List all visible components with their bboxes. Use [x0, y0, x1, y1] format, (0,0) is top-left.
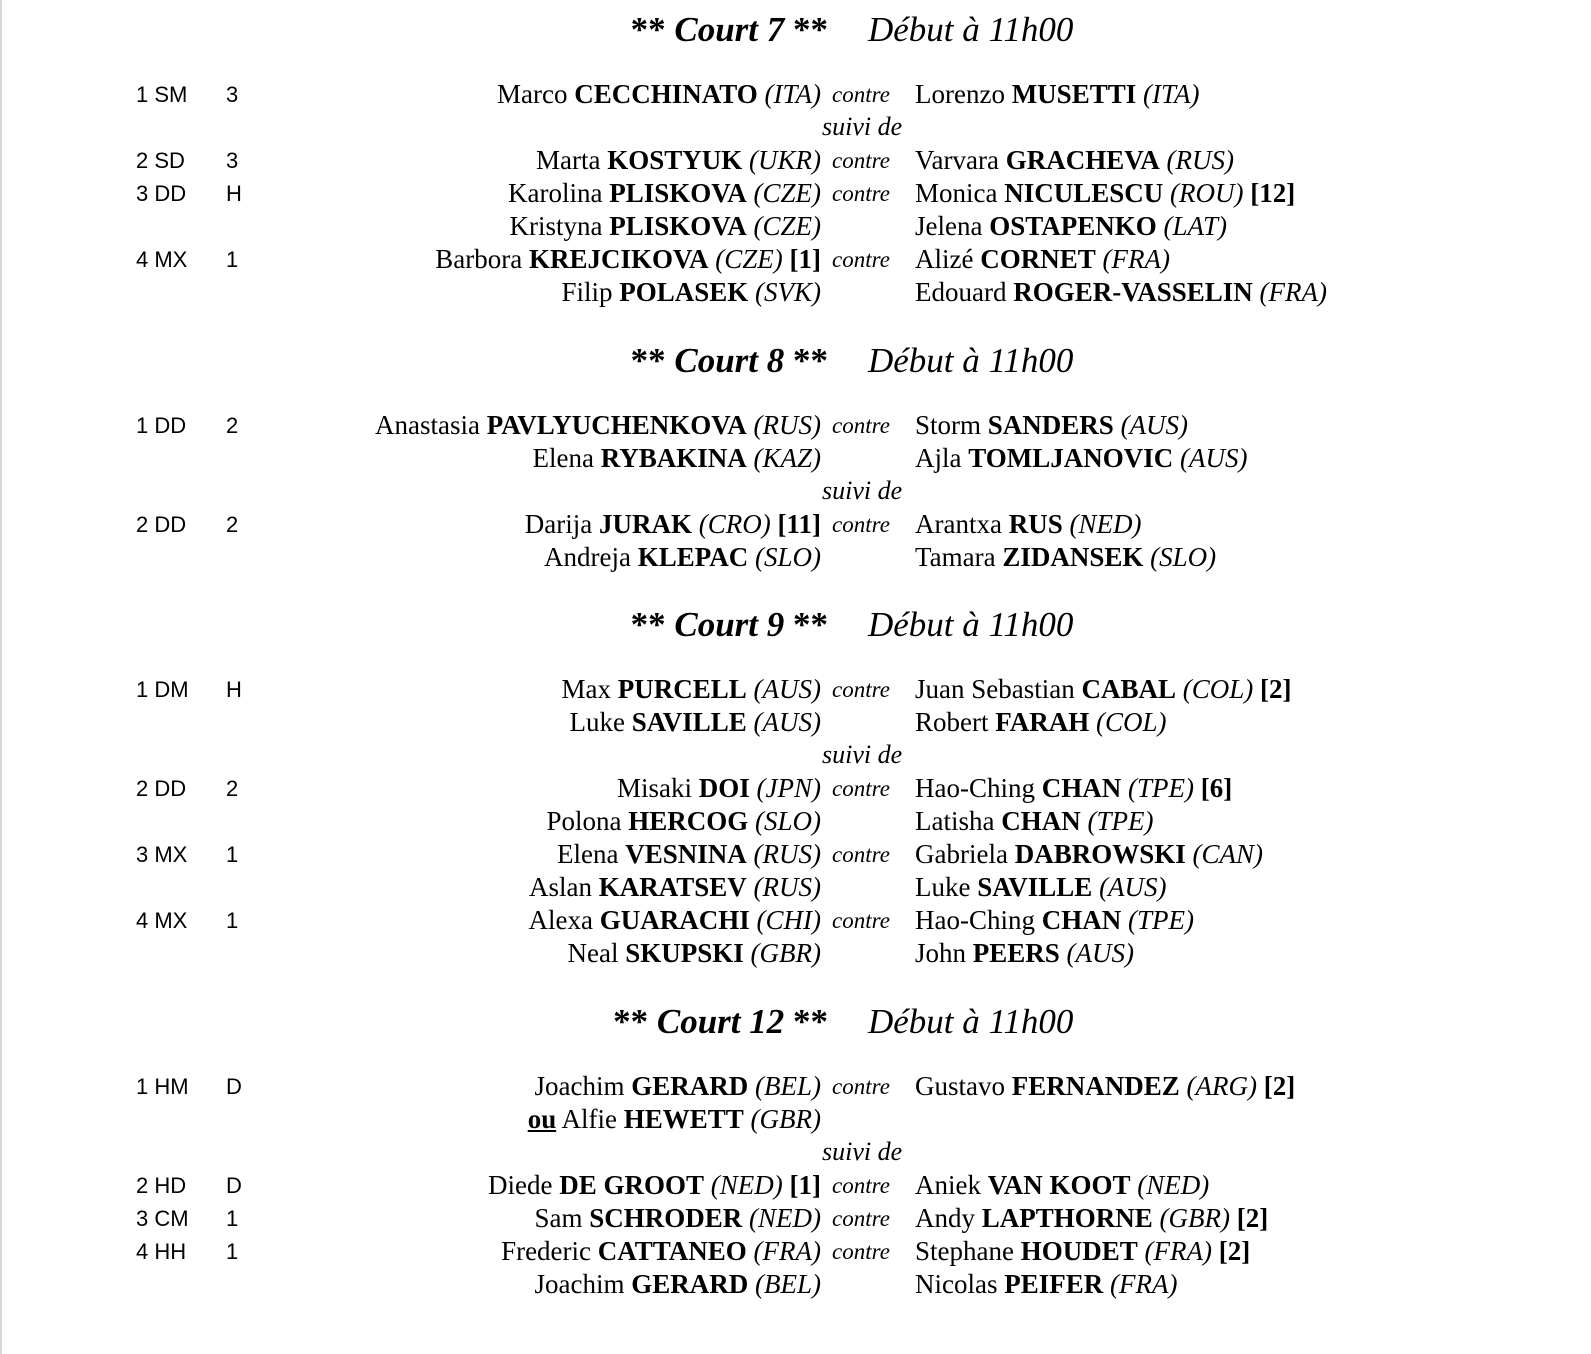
left-surname: PURCELL — [617, 674, 747, 704]
match-format: 2 — [226, 413, 239, 438]
match-row — [0, 79, 1591, 112]
start-time: Début à 11h00 — [868, 605, 1074, 644]
match-row — [0, 244, 1591, 277]
match-row — [0, 674, 1591, 707]
player-left — [529, 872, 821, 903]
start-time: Début à 11h00 — [868, 1002, 1074, 1041]
player-right — [915, 542, 1216, 573]
match-order: 2 HD — [136, 1173, 187, 1198]
court-name: Court 8 — [674, 341, 785, 380]
versus-label: contre — [832, 247, 890, 272]
right-seed: [2] — [1263, 1071, 1296, 1101]
right-first-name: Juan Sebastian — [915, 674, 1075, 704]
player-right — [915, 145, 1234, 176]
left-country: (NED) — [749, 1203, 821, 1233]
right-country: (SLO) — [1150, 542, 1217, 572]
player-left — [501, 1236, 821, 1267]
left-surname: KREJCIKOVA — [528, 244, 709, 274]
left-country: (SLO) — [755, 806, 821, 836]
match-row — [0, 178, 1591, 211]
left-first-name: Anastasia — [374, 410, 480, 440]
court-header — [0, 10, 1591, 54]
left-first-name: Joachim — [534, 1071, 625, 1101]
right-seed: [2] — [1218, 1236, 1251, 1266]
left-surname: GERARD — [631, 1071, 749, 1101]
followed-by — [0, 740, 1591, 773]
match-order: 1 DM — [136, 677, 189, 702]
right-first-name: Nicolas — [915, 1269, 998, 1299]
right-surname: LAPTHORNE — [981, 1203, 1153, 1233]
court-header — [0, 605, 1591, 649]
right-first-name: Ajla — [915, 443, 962, 473]
right-first-name: Latisha — [915, 806, 995, 836]
left-first-name: Alfie — [561, 1104, 617, 1134]
match-row — [0, 1203, 1591, 1236]
right-country: (LAT) — [1163, 211, 1228, 241]
right-country: (COL) — [1096, 707, 1167, 737]
match-row — [0, 211, 1591, 244]
versus-label: contre — [832, 776, 890, 801]
player-left — [569, 707, 821, 738]
match-format: D — [226, 1074, 242, 1099]
left-country: (AUS) — [753, 674, 821, 704]
right-seed: [6] — [1200, 773, 1233, 803]
match-row — [0, 938, 1591, 971]
left-first-name: Diede — [488, 1170, 553, 1200]
left-seed: [1] — [789, 244, 821, 274]
followed-by-text: suivi de — [822, 476, 903, 505]
stars-right: ** — [793, 10, 828, 49]
left-surname: POLASEK — [619, 277, 749, 307]
court-header — [0, 1002, 1591, 1046]
match-format: 1 — [226, 908, 239, 933]
player-right — [915, 707, 1167, 738]
start-time: Début à 11h00 — [868, 10, 1074, 49]
left-first-name: Barbora — [435, 244, 523, 274]
right-country: (COL) — [1182, 674, 1254, 704]
match-row — [0, 542, 1591, 575]
left-surname: PLISKOVA — [609, 178, 747, 208]
right-first-name: Robert — [915, 707, 989, 737]
left-country: (ITA) — [764, 79, 821, 109]
right-country: (FRA) — [1259, 277, 1328, 307]
match-row — [0, 443, 1591, 476]
match-row — [0, 1269, 1591, 1302]
right-country: (AUS) — [1120, 410, 1189, 440]
player-left — [546, 806, 821, 837]
match-row — [0, 872, 1591, 905]
match-order: 3 MX — [136, 842, 188, 867]
left-country: (KAZ) — [753, 443, 821, 473]
match-format: H — [226, 181, 242, 206]
right-country: (NED) — [1069, 509, 1142, 539]
left-surname: KLEPAC — [637, 542, 749, 572]
left-surname: GERARD — [631, 1269, 749, 1299]
left-country: (CZE) — [715, 244, 783, 274]
left-first-name: Marta — [536, 145, 601, 175]
left-country: (BEL) — [755, 1269, 821, 1299]
followed-by-text: suivi de — [822, 740, 903, 769]
player-right — [915, 1269, 1177, 1300]
player-right — [915, 1236, 1250, 1267]
left-surname: HEWETT — [623, 1104, 744, 1134]
left-first-name: Max — [561, 674, 611, 704]
right-surname: NICULESCU — [1004, 178, 1164, 208]
right-surname: FARAH — [995, 707, 1090, 737]
left-surname: SAVILLE — [631, 707, 747, 737]
followed-by — [0, 476, 1591, 509]
player-right — [915, 443, 1248, 474]
player-right — [915, 1203, 1268, 1234]
left-surname: RYBAKINA — [600, 443, 747, 473]
versus-label: contre — [832, 1173, 890, 1198]
right-surname: HOUDET — [1020, 1236, 1138, 1266]
right-country: (RUS) — [1166, 145, 1234, 175]
versus-label: contre — [832, 148, 890, 173]
player-left — [497, 79, 821, 110]
left-surname: SKUPSKI — [625, 938, 744, 968]
right-country: (ITA) — [1143, 79, 1200, 109]
left-surname: KOSTYUK — [607, 145, 743, 175]
left-first-name: Darija — [524, 509, 593, 539]
right-surname: CHAN — [1041, 773, 1122, 803]
player-left — [488, 1170, 821, 1201]
player-right — [915, 872, 1167, 903]
player-right — [915, 244, 1170, 275]
player-right — [915, 509, 1141, 540]
versus-label: contre — [832, 1239, 890, 1264]
versus-label: contre — [832, 1206, 890, 1231]
match-format: 1 — [226, 1239, 239, 1264]
left-first-name: Elena — [532, 443, 594, 473]
player-left — [529, 905, 821, 936]
right-surname: CHAN — [1001, 806, 1081, 836]
match-row — [0, 1236, 1591, 1269]
left-country: (CHI) — [756, 905, 821, 935]
left-first-name: Karolina — [507, 178, 603, 208]
player-right — [915, 178, 1295, 209]
followed-by-text: suivi de — [822, 112, 903, 141]
left-country: (RUS) — [753, 410, 821, 440]
left-country: (SLO) — [755, 542, 821, 572]
court-header — [0, 341, 1591, 385]
left-country: (UKR) — [749, 145, 821, 175]
match-row — [0, 410, 1591, 443]
player-right — [915, 773, 1232, 804]
left-surname: PLISKOVA — [609, 211, 747, 241]
left-surname: CECCHINATO — [574, 79, 758, 109]
left-first-name: Alexa — [528, 905, 593, 935]
left-surname: JURAK — [599, 509, 693, 539]
match-order: 3 CM — [136, 1206, 189, 1231]
match-row — [0, 773, 1591, 806]
right-surname: CABAL — [1081, 674, 1176, 704]
left-country: (CRO) — [698, 509, 771, 539]
court-name: Court 12 — [656, 1002, 785, 1041]
match-row — [0, 1104, 1591, 1137]
player-left — [617, 773, 821, 804]
right-first-name: Gustavo — [915, 1071, 1005, 1101]
versus-label: contre — [832, 1074, 890, 1099]
player-left — [544, 542, 821, 573]
left-first-name: Neal — [567, 938, 619, 968]
match-row — [0, 277, 1591, 310]
match-format: 3 — [226, 148, 239, 173]
left-surname: SCHRODER — [589, 1203, 743, 1233]
left-surname: CATTANEO — [597, 1236, 747, 1266]
left-surname: KARATSEV — [598, 872, 747, 902]
player-left — [525, 509, 821, 540]
player-left — [509, 211, 821, 242]
right-country: (FRA) — [1144, 1236, 1212, 1266]
match-format: 1 — [226, 247, 239, 272]
versus-label: contre — [832, 842, 890, 867]
left-country: (BEL) — [755, 1071, 821, 1101]
left-country: (JPN) — [756, 773, 821, 803]
match-format: 2 — [226, 512, 239, 537]
right-country: (AUS) — [1180, 443, 1248, 473]
player-left — [535, 1269, 821, 1300]
court-name: Court 9 — [674, 605, 785, 644]
right-seed: [12] — [1250, 178, 1296, 208]
right-first-name: Monica — [915, 178, 998, 208]
right-first-name: Gabriela — [915, 839, 1008, 869]
right-first-name: Luke — [915, 872, 971, 902]
versus-label: contre — [832, 908, 890, 933]
right-surname: SANDERS — [987, 410, 1114, 440]
right-country: (GBR) — [1159, 1203, 1230, 1233]
match-order: 4 MX — [136, 908, 188, 933]
stars-right: ** — [793, 341, 828, 380]
versus-label: contre — [832, 677, 890, 702]
match-order: 1 HM — [136, 1074, 189, 1099]
right-country: (FRA) — [1110, 1269, 1178, 1299]
player-left — [561, 277, 821, 308]
player-left — [375, 410, 821, 441]
left-seed: [11] — [777, 509, 821, 539]
match-format: 1 — [226, 842, 239, 867]
match-order: 3 DD — [136, 181, 187, 206]
court-title — [631, 605, 828, 645]
right-first-name: Alizé — [915, 244, 974, 274]
match-format: 3 — [226, 82, 239, 107]
left-first-name: Misaki — [617, 773, 693, 803]
left-first-name: Filip — [561, 277, 613, 307]
match-format: D — [226, 1173, 242, 1198]
right-surname: VAN KOOT — [987, 1170, 1131, 1200]
left-first-name: Aslan — [528, 872, 592, 902]
player-left — [508, 178, 821, 209]
right-first-name: Tamara — [915, 542, 996, 572]
or-label: ou — [527, 1104, 557, 1134]
player-right — [915, 79, 1199, 110]
right-first-name: Storm — [915, 410, 982, 440]
right-surname: MUSETTI — [1011, 79, 1137, 109]
right-surname: DABROWSKI — [1014, 839, 1186, 869]
left-country: (AUS) — [753, 707, 821, 737]
right-first-name: Hao-Ching — [915, 773, 1035, 803]
player-right — [915, 938, 1134, 969]
left-surname: DE GROOT — [559, 1170, 705, 1200]
left-first-name: Polona — [546, 806, 622, 836]
match-order: 1 SM — [136, 82, 188, 107]
match-order: 2 DD — [136, 776, 187, 801]
player-right — [915, 806, 1153, 837]
match-format: H — [226, 677, 242, 702]
player-left — [562, 674, 822, 705]
right-surname: CHAN — [1041, 905, 1122, 935]
followed-by — [0, 1137, 1591, 1170]
stars-right: ** — [793, 1002, 828, 1041]
right-country: (CAN) — [1192, 839, 1263, 869]
match-order: 2 SD — [136, 148, 185, 173]
left-country: (NED) — [710, 1170, 783, 1200]
left-first-name: Marco — [497, 79, 568, 109]
right-surname: ROGER-VASSELIN — [1013, 277, 1253, 307]
right-first-name: Varvara — [915, 145, 999, 175]
versus-label: contre — [832, 512, 890, 537]
right-surname: TOMLJANOVIC — [968, 443, 1174, 473]
right-country: (AUS) — [1066, 938, 1135, 968]
left-country: (FRA) — [753, 1236, 821, 1266]
right-country: (TPE) — [1127, 773, 1194, 803]
right-country: (FRA) — [1102, 244, 1170, 274]
right-surname: OSTAPENKO — [989, 211, 1157, 241]
right-surname: PEIFER — [1004, 1269, 1104, 1299]
left-first-name: Elena — [557, 839, 619, 869]
player-left — [532, 443, 821, 474]
left-surname: HERCOG — [628, 806, 749, 836]
left-country: (CZE) — [753, 211, 821, 241]
player-right — [915, 905, 1194, 936]
left-country: (GBR) — [750, 938, 821, 968]
start-time: Début à 11h00 — [868, 341, 1074, 380]
left-surname: PAVLYUCHENKOVA — [486, 410, 747, 440]
player-right — [915, 1170, 1209, 1201]
player-right — [915, 410, 1188, 441]
stars-right: ** — [793, 605, 828, 644]
match-order: 1 DD — [136, 413, 187, 438]
player-right — [915, 211, 1227, 242]
player-left — [535, 1071, 821, 1102]
versus-label: contre — [832, 181, 890, 206]
match-order: 4 HH — [136, 1239, 187, 1264]
player-left — [557, 839, 821, 870]
right-country: (AUS) — [1099, 872, 1167, 902]
player-left — [568, 938, 821, 969]
right-first-name: Andy — [915, 1203, 975, 1233]
left-first-name: Frederic — [501, 1236, 592, 1266]
right-seed: [2] — [1260, 674, 1292, 704]
left-country: (CZE) — [753, 178, 821, 208]
right-country: (TPE) — [1087, 806, 1154, 836]
court-title — [631, 341, 828, 381]
match-order: 2 DD — [136, 512, 187, 537]
right-first-name: Jelena — [915, 211, 983, 241]
left-country: (GBR) — [750, 1104, 821, 1134]
court-name: Court 7 — [674, 10, 785, 49]
left-first-name: Kristyna — [509, 211, 603, 241]
right-first-name: Aniek — [915, 1170, 981, 1200]
followed-by — [0, 112, 1591, 145]
right-seed: [2] — [1236, 1203, 1269, 1233]
left-surname: DOI — [698, 773, 750, 803]
match-row — [0, 707, 1591, 740]
player-left — [536, 145, 821, 176]
right-country: (ROU) — [1170, 178, 1244, 208]
stars-left: ** — [630, 605, 666, 644]
right-surname: SAVILLE — [977, 872, 1093, 902]
left-surname: VESNINA — [625, 839, 747, 869]
right-first-name: Arantxa — [915, 509, 1002, 539]
left-seed: [1] — [789, 1170, 821, 1200]
right-first-name: Hao-Ching — [915, 905, 1035, 935]
right-first-name: Edouard — [915, 277, 1007, 307]
player-right — [915, 277, 1327, 308]
left-first-name: Andreja — [544, 542, 631, 572]
match-row — [0, 806, 1591, 839]
match-row — [0, 509, 1591, 542]
left-first-name: Sam — [534, 1203, 583, 1233]
right-country: (TPE) — [1127, 905, 1194, 935]
player-right — [915, 674, 1292, 705]
stars-left: ** — [630, 10, 666, 49]
match-row — [0, 145, 1591, 178]
right-first-name: John — [915, 938, 967, 968]
right-first-name: Lorenzo — [915, 79, 1005, 109]
right-country: (ARG) — [1186, 1071, 1257, 1101]
match-order: 4 MX — [136, 247, 188, 272]
court-title — [613, 1002, 828, 1042]
left-surname: GUARACHI — [599, 905, 750, 935]
right-surname: RUS — [1008, 509, 1063, 539]
left-country: (SVK) — [755, 277, 821, 307]
court-title — [631, 10, 828, 50]
versus-label: contre — [832, 413, 890, 438]
match-format: 2 — [226, 776, 239, 801]
match-row — [0, 839, 1591, 872]
right-surname: GRACHEVA — [1005, 145, 1160, 175]
followed-by-text: suivi de — [822, 1137, 903, 1166]
player-right — [915, 839, 1263, 870]
player-left — [534, 1203, 821, 1234]
right-country: (NED) — [1137, 1170, 1210, 1200]
left-country: (RUS) — [753, 839, 821, 869]
player-left — [435, 244, 821, 275]
right-first-name: Stephane — [915, 1236, 1014, 1266]
right-surname: CORNET — [980, 244, 1096, 274]
match-row — [0, 1071, 1591, 1104]
left-first-name: Joachim — [534, 1269, 625, 1299]
left-country: (RUS) — [753, 872, 821, 902]
match-row — [0, 905, 1591, 938]
versus-label: contre — [832, 82, 890, 107]
stars-left: ** — [613, 1002, 649, 1041]
stars-left: ** — [630, 341, 666, 380]
match-format: 1 — [226, 1206, 239, 1231]
player-right — [915, 1071, 1295, 1102]
right-surname: ZIDANSEK — [1002, 542, 1144, 572]
player-left — [528, 1104, 821, 1135]
right-surname: FERNANDEZ — [1011, 1071, 1180, 1101]
right-surname: PEERS — [972, 938, 1060, 968]
match-row — [0, 1170, 1591, 1203]
left-first-name: Luke — [569, 707, 625, 737]
